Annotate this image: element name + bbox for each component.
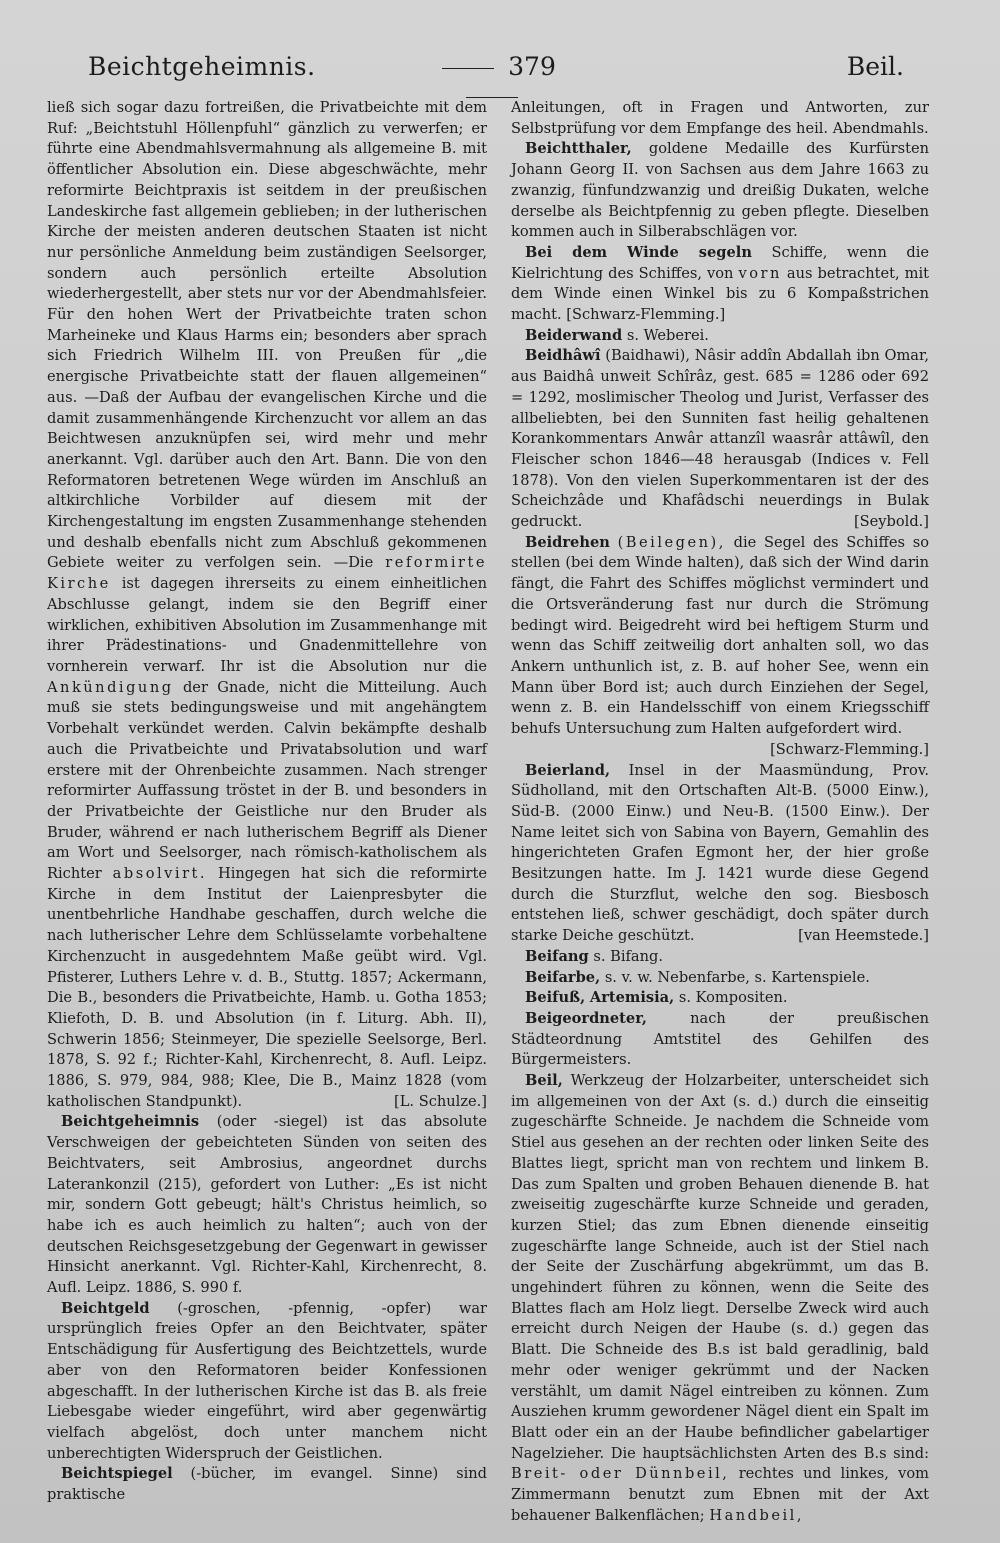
text: ist dagegen ihrerseits zu einem einheitlichen Abschlusse gelangt, indem sie den Begriff einer wirklichen, exhibitiven Absolution im Zusammenhange mit ihrer Prädestinations- und Gnadenmittellehre von vornherein verwarf. Ihr ist die Absolution nur die xyxy=(47,575,487,675)
author-signature: [Schwarz-Flemming.] xyxy=(770,740,929,758)
entry-bei-dem-winde-segeln xyxy=(511,243,929,326)
headword: Beichtgeheimnis xyxy=(61,1113,200,1131)
headword: Beidhâwî xyxy=(525,347,601,365)
entry-beichtspiegel xyxy=(47,1464,487,1505)
author-signature: [van Heemstede.] xyxy=(798,927,929,945)
page-header xyxy=(88,52,904,92)
entry-beiderwand xyxy=(511,326,929,347)
headword: Beiderwand xyxy=(525,326,623,344)
entry-body: s. Weberei. xyxy=(626,326,709,344)
headword: Beidrehen xyxy=(525,533,610,551)
entry-beifang xyxy=(511,947,929,968)
text: Hingegen hat sich die reformirte Kirche in dem Institut der Laienpresbyter die unentbehrliche Handhabe geschaffen, durch welche die nach lutherischer Lehre dem Schlüsselamte vorbehaltene Kirchenzucht in ausgedehntem Maße geübt wird. Vgl. Pfisterer, Luthers Lehre v. d. B., Stuttg. 1857; Ackermann, Die B., besonders die Privatbeichte, Hamb. u. Gotha 1853; Kliefoth, D. B. und Absolution (in f. Liturg. Abh. II), Schwerin 1856; Steinmeyer, Die spezielle Seelsorge, Berl. 1878, S. 92 f.; Richter-Kahl, Kirchenrecht, 8. Aufl. Leipz. 1886, S. 979, 984, 988; Klee, Die B., Mainz 1828 (vom katholischen Standpunkt). xyxy=(47,865,488,1110)
spaced-text: Ankündigung xyxy=(47,678,174,696)
headword: Beigeordneter, xyxy=(525,1009,647,1027)
spaced-text: (Beilegen), xyxy=(617,533,726,551)
entry-beidhawi xyxy=(511,346,929,532)
headword: Beichtgeld xyxy=(61,1299,150,1317)
text: ließ sich sogar dazu fortreißen, die Privatbeichte mit dem Ruf: „Beichtstuhl Höllenpfuhl“ gänzlich zu verwerfen; er führte eine Abendmahlsvermahnung als allgemeine B. mit öffentlicher Absolution ein. Diese abgeschwächte, mehr reformirte Beichtpraxis ist seitdem in der preußischen Landeskirche fast allgemein geblieben; in der lutherischen Kirche der meisten anderen deutschen Staaten ist nicht nur persönliche Anmeldung beim zuständigen Seelsorger, sondern auch persönlich erteilte Absolution wiederhergestellt, aber stets nur vor der Abendmahlsfeier. Für den hohen Wert der Privatbeichte traten schon Marheineke und Klaus Harms ein; besonders aber sprach sich Friedrich Wilhelm III. von Preußen für „die energische Privatbeichte statt der flauen allgemeinen“ aus. —Daß der Aufbau der evangelischen Kirche und die damit zusammenhängende Kirchenzucht vor allem an das Beichtwesen anzuknüpfen sei, wird mehr und mehr anerkannt. Vgl. darüber auch den Art. Bann. Die von den Reformatoren betretenen Wege würden im Anschluß an altkirchliche Vorbilder auf diesem mit der Kirchengestaltung im engsten Zusammenhange stehenden und deshalb ebenfalls nicht zum Abschluß gekommenen Gebiete weiter zu verfolgen sein. —Die xyxy=(47,99,487,572)
running-head-right: Beil. xyxy=(846,52,904,81)
entry-beierland xyxy=(511,761,929,947)
spaced-text: Breit- oder Dünnbeil, xyxy=(511,1465,730,1483)
spaced-text: Handbeil, xyxy=(709,1506,804,1524)
entry-body: s. Kompositen. xyxy=(678,989,788,1007)
running-head-left: Beichtgeheimnis. xyxy=(88,52,316,81)
headword: Beifarbe, xyxy=(525,968,601,986)
author-signature: [L. Schulze.] xyxy=(394,1092,487,1110)
entry-beichtthaler xyxy=(511,139,929,243)
headword: Beichtspiegel xyxy=(61,1465,173,1483)
entry-body: Werkzeug der Holzarbeiter, unterscheidet sich im allgemeinen von der Axt (s. d.) durch die einseitig zugeschärfte Schneide. Je nachdem die Schneide vom Stiel aus gesehen an der rechten oder linken Seite des Blattes liegt, spricht man von rechtem und linkem B. Das zum Spalten und groben Behauen dienende B. hat zweiseitig zugeschärfte kurze Schneide und geraden, kurzen Stiel; das zum Ebnen dienende einseitig zugeschärfte lange Schneide, auch ist der Stiel nach der Seite der Zuschärfung abgekrümmt, um das B. ungehindert führen zu können, wenn die Seite des Blattes flach am Holz liegt. Derselbe Zweck wird auch erreicht durch Neigen der Haube (s. d.) gegen das Blatt. Die Schneide des B.s ist bald geradlinig, bald mehr oder weniger gekrümmt und der Nacken verstählt, um damit Nägel eintreiben zu können. Zum Ausziehen krumm gewordener Nägel dient ein Spalt im Blatt oder ein an der Haube befindlicher gabelartiger Nagelzieher. Die hauptsächlichsten Arten des B.s sind: xyxy=(511,1072,930,1462)
paragraph-beichtspiegel-continuation xyxy=(511,98,929,139)
entry-body: aus betrachtet, mit dem Winde einen Winkel bis zu 6 Kompaßstrichen macht. [Schwarz-Flemming.] xyxy=(511,264,930,324)
spaced-text: absolvirt. xyxy=(112,865,208,883)
text: der Gnade, nicht die Mitteilung. Auch muß sie stets bedingungsweise und mit angehängtem Vorbehalt verkündet werden. Calvin bekämpfte deshalb auch die Privatbeichte und Privatabsolution und warf erstere mit der Ohrenbeichte zusammen. Nach strenger reformirter Auffassung tröstet in der B. und besonders in der Privatbeichte der Geistliche nur den Bruder als Bruder, während er nach lutherischem Begriff als Diener am Wort und Seelsorger, nach römisch-katholischem als Richter xyxy=(47,678,487,883)
rule-left xyxy=(442,68,494,69)
headword: Bei dem Winde segeln xyxy=(525,243,752,261)
entry-body: Insel in der Maasmündung, Prov. Südholland, mit den Ortschaften Alt-B. (5000 Einw.), Süd-B. (2000 Einw.) und Neu-B. (1500 Einw.). Der Name leitet sich von Sabina von Bayern, Gemahlin des hingerichteten Grafen Egmont her, der hier große Besitzungen hatte. Im J. 1421 wurde diese Gegend durch die Sturzflut, welche den sog. Biesbosch entstehen ließ, schwer geschädigt, doch später durch starke Deiche geschützt. xyxy=(511,761,929,945)
headword: Beifang xyxy=(525,947,589,965)
text: Anleitungen, oft in Fragen und Antworten, zur Selbstprüfung vor dem Empfange des heil. Abendmahls. xyxy=(511,99,929,137)
author-signature: [Seybold.] xyxy=(853,513,929,531)
entry-beigeordneter xyxy=(511,1009,929,1071)
page-number-text: 379 xyxy=(508,52,556,81)
entry-body: rechtes und linkes, vom Zimmermann benutzt zum Ebnen mit der Axt behauener Balkenflächen; xyxy=(511,1465,929,1524)
headword: Beil, xyxy=(525,1072,563,1090)
entry-body: s. v. w. Nebenfarbe, s. Kartenspiele. xyxy=(604,968,870,986)
spaced-text: vorn xyxy=(738,264,782,282)
headword: Beichtthaler, xyxy=(525,140,632,158)
entry-body: (-bücher, im evangel. Sinne) sind praktische xyxy=(47,1465,488,1504)
entry-body: goldene Medaille des Kurfürsten Johann Georg II. von Sachsen aus dem Jahre 1663 zu zwanzig, fünfundzwanzig und dreißig Dukaten, welche derselbe als Beichtpfennig zu geben pflegte. Dieselben kommen auch in Silberabschlägen vor. xyxy=(511,140,929,241)
entry-beichtgeheimnis xyxy=(47,1112,487,1298)
entry-beifuss xyxy=(511,988,929,1009)
entry-beifarbe xyxy=(511,968,929,989)
left-column xyxy=(47,98,487,1506)
bold-latin-name: Artemisia, xyxy=(589,989,675,1007)
entry-body: Schiffe, wenn die Kielrichtung des Schiffes, von xyxy=(511,243,930,282)
entry-beil xyxy=(511,1071,929,1526)
entry-beidrehen xyxy=(511,533,929,761)
spaced-text: reformirte Kirche xyxy=(47,554,487,593)
entry-body: (oder -siegel) ist das absolute Verschweigen der gebeichteten Sünden von seiten des Beichtvaters, seit Ambrosius, angeordnet durchs Laterankonzil (215), gefordert von Luther: „Es ist nicht mir, sondern Gott gebeugt; hält's Christus heimlich, so habe ich es auch heimlich zu halten“; auch von der deutschen Reichsgesetzgebung der Gegenwart in gewisser Hinsicht anerkannt. Vgl. Richter-Kahl, Kirchenrecht, 8. Aufl. Leipz. 1886, S. 990 f. xyxy=(47,1113,488,1297)
entry-body: die Segel des Schiffes so stellen (bei dem Winde halten), daß sich der Wind darin fängt, die Fahrt des Schiffes möglichst vermindert und die Ortsveränderung fast nur durch die Strömung bedingt wird. Beigedreht wird bei heftigem Sturm und wenn das Schiff zeitweilig dort anhalten soll, wo das Ankern unthunlich ist, z. B. auf hoher See, wenn ein Mann über Bord ist; auch durch Einziehen der Segel, wenn z. B. ein Handelsschiff von einem Kriegsschiff behufs Untersuchung zum Halten aufgefordert wird. xyxy=(511,533,929,738)
headword: Beifuß, xyxy=(525,989,586,1007)
entry-body: (Baidhawi), Nâsir addîn Abdallah ibn Omar, aus Baidhâ unweit Schîrâz, gest. 685 = 1286 oder 692 = 1292, moslimischer Theolog und Jurist, Verfasser des allbeliebten, bei den Sunniten fast heilig gehaltenen Korankommentars Anwâr attanzîl waasrâr attâwîl, den Fleischer schon 1846—48 herausgab (Indices v. Fell 1878). Von den vielen Superkommentaren ist der des Scheichzâde und Khafâdschi neuerdings in Bulak gedruckt. xyxy=(511,347,929,531)
entry-body: s. Bifang. xyxy=(593,947,664,965)
right-column xyxy=(511,98,929,1527)
entry-beichtgeld xyxy=(47,1299,487,1465)
entry-body: (-groschen, -pfennig, -opfer) war ursprünglich freies Opfer an den Beichtvater, später Entschädigung für Ausfertigung des Beichtzettels, wurde aber von den Reformatoren beider Konfessionen abgeschafft. In der lutherischen Kirche ist das B. als freie Liebesgabe wieder eingeführt, wird aber gegenwärtig vielfach abgelöst, doch unter manchem nicht unberechtigten Widerspruch der Geistlichen. xyxy=(47,1299,488,1462)
paragraph-beichte-continuation xyxy=(47,98,487,1112)
headword: Beierland, xyxy=(525,761,611,779)
entry-body: nach der preußischen Städteordnung Amtstitel des Gehilfen des Bürgermeisters. xyxy=(511,1009,930,1069)
